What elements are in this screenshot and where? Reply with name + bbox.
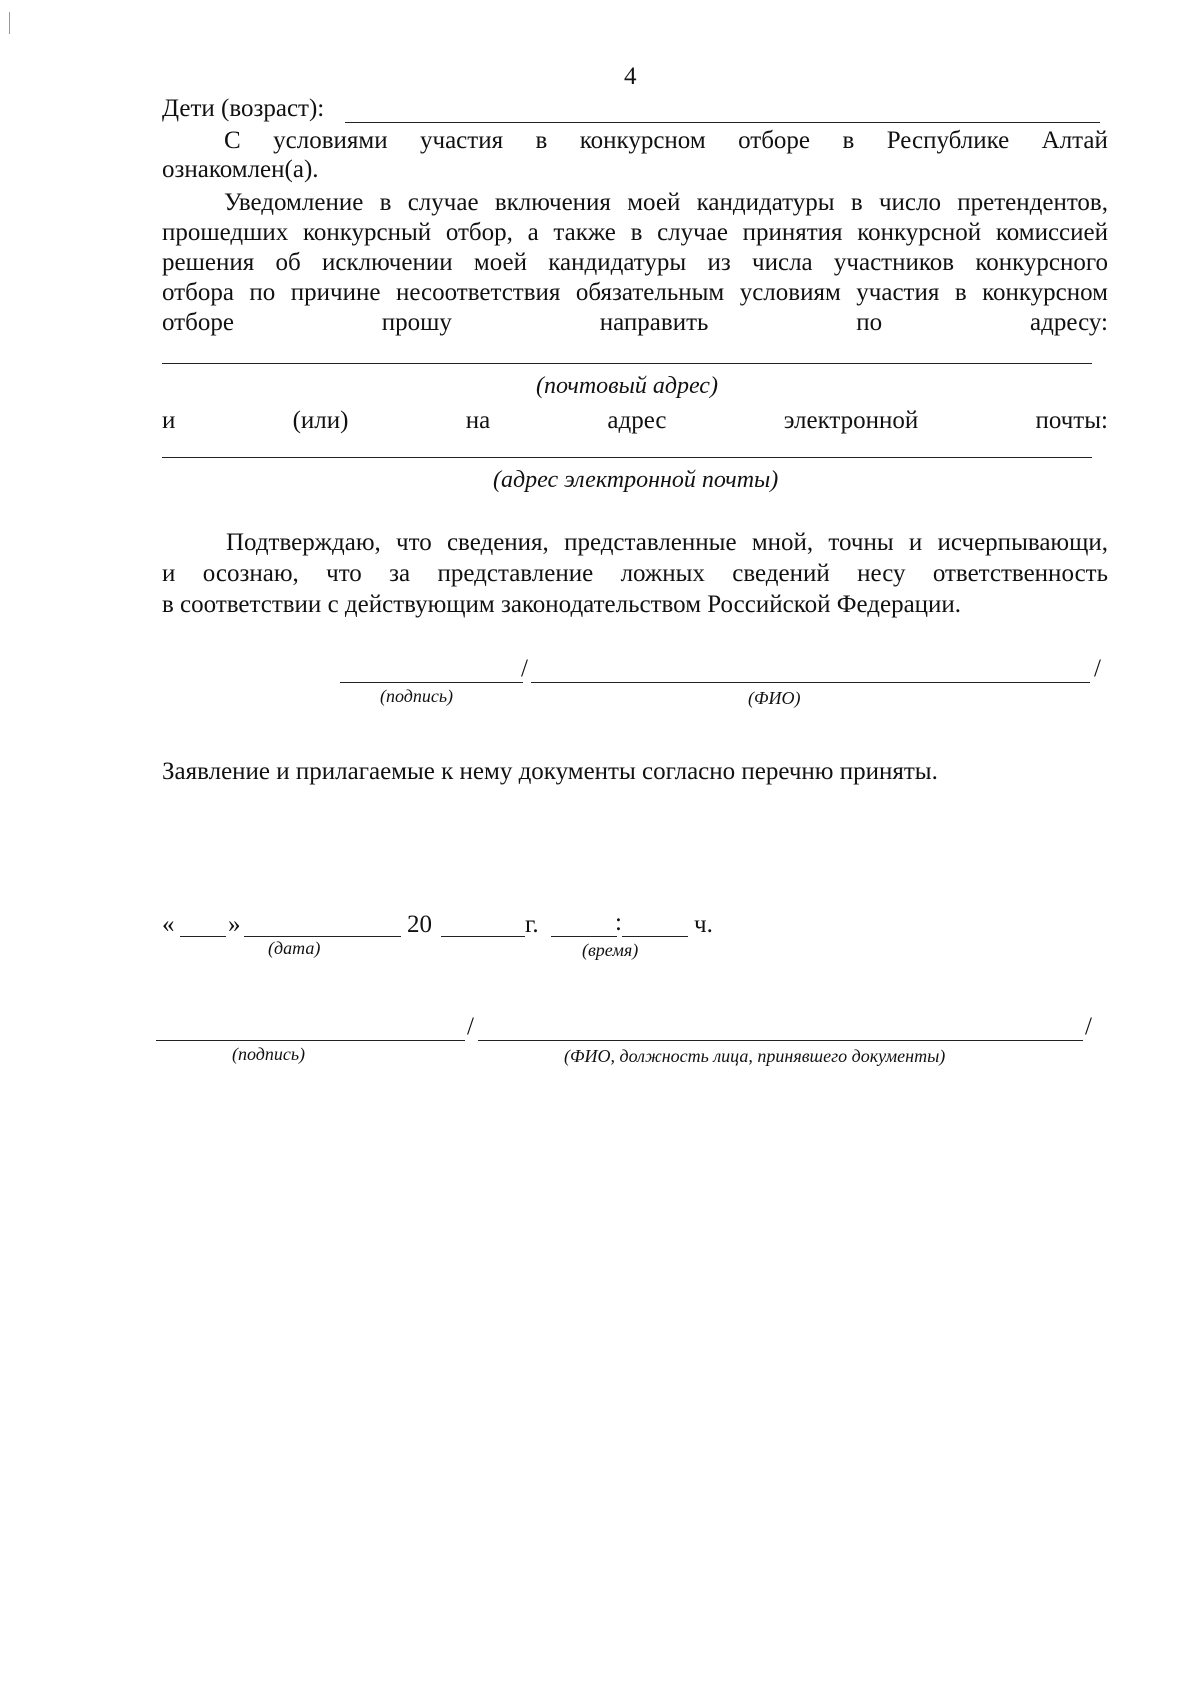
- email-word: и: [162, 407, 176, 434]
- conditions-word: в: [535, 127, 548, 154]
- conditions-line1: [224, 126, 1108, 156]
- date-day-underline: [180, 936, 226, 937]
- children-underline: [345, 122, 1100, 123]
- date-year-underline: [441, 936, 525, 937]
- date-close-quote: »: [228, 911, 241, 938]
- signature1-name-caption: (ФИО): [748, 688, 801, 708]
- signature1-sign-underline: [340, 682, 523, 683]
- scan-mark: [9, 12, 10, 34]
- children-label: Дети (возраст):: [162, 95, 325, 122]
- notification-word: по: [856, 309, 883, 336]
- conditions-word: в: [842, 127, 855, 154]
- signature1-sign-caption: (подпись): [380, 686, 454, 706]
- conditions-word: условиями: [273, 127, 388, 154]
- conditions-word: отборе: [738, 127, 811, 154]
- signature2-sign-underline: [156, 1040, 465, 1041]
- email-word: электронной: [783, 407, 919, 434]
- time-caption: (время): [582, 940, 639, 960]
- conditions-word: участия: [420, 127, 504, 154]
- conditions-line2: ознакомлен(а).: [162, 156, 319, 183]
- email-word: почты:: [1035, 407, 1108, 434]
- date-year-prefix: 20: [407, 911, 432, 938]
- time-minute-underline: [622, 936, 688, 937]
- date-caption: (дата): [268, 938, 321, 958]
- email-underline: [162, 457, 1092, 458]
- signature2-slash-end: /: [1085, 1013, 1092, 1040]
- signature2-sign-caption: (подпись): [232, 1044, 306, 1064]
- confirm-line2: и осознаю, что за представление ложных сведений несу ответственность: [162, 560, 1108, 587]
- date-open-quote: «: [162, 911, 175, 938]
- time-separator: :: [615, 909, 622, 936]
- notification-word: отборе: [162, 309, 234, 336]
- notification-line4: отбора по причине несоответствия обязательным условиям участия в конкурсном: [162, 279, 1108, 306]
- signature2-name-caption: (ФИО, должность лица, принявшего документы): [564, 1046, 946, 1066]
- date-month-underline: [244, 936, 401, 937]
- email-word: адрес: [607, 407, 667, 434]
- notification-word: адресу:: [1030, 309, 1108, 336]
- date-year-suffix: г.: [525, 911, 539, 938]
- notification-line1: Уведомление в случае включения моей кандидатуры в число претендентов,: [224, 189, 1108, 216]
- email-word: на: [465, 407, 491, 434]
- time-hour-suffix: ч.: [694, 911, 713, 938]
- page-number: 4: [624, 63, 637, 90]
- signature1-name-underline: [531, 682, 1090, 683]
- signature2-name-underline: [478, 1040, 1083, 1041]
- confirm-line3: в соответствии с действующим законодательством Российской Федерации.: [162, 591, 962, 618]
- notification-word: направить: [599, 309, 709, 336]
- notification-line2: прошедших конкурсный отбор, а также в случае принятия конкурсной комиссией: [162, 219, 1108, 246]
- postal-address-caption: (почтовый адрес): [536, 373, 718, 399]
- email-line: [162, 406, 1108, 436]
- conditions-word: Алтай: [1041, 127, 1108, 154]
- email-word: (или): [292, 407, 349, 434]
- conditions-word: С: [224, 127, 241, 154]
- signature1-slash-end: /: [1094, 655, 1101, 682]
- postal-address-underline: [162, 363, 1092, 364]
- confirm-line1: Подтверждаю, что сведения, представленные мной, точны и исчерпывающи,: [226, 529, 1108, 556]
- notification-line5: [162, 308, 1108, 338]
- signature2-slash: /: [467, 1013, 474, 1040]
- time-hour-underline: [551, 936, 617, 937]
- notification-line3: решения об исключении моей кандидатуры из числа участников конкурсного: [162, 249, 1108, 276]
- conditions-word: конкурсном: [579, 127, 706, 154]
- notification-word: прошу: [381, 309, 452, 336]
- signature1-slash: /: [521, 655, 528, 682]
- conditions-word: Республике: [886, 127, 1010, 154]
- accepted-statement: Заявление и прилагаемые к нему документы согласно перечню приняты.: [162, 758, 938, 785]
- email-caption: (адрес электронной почты): [493, 467, 779, 493]
